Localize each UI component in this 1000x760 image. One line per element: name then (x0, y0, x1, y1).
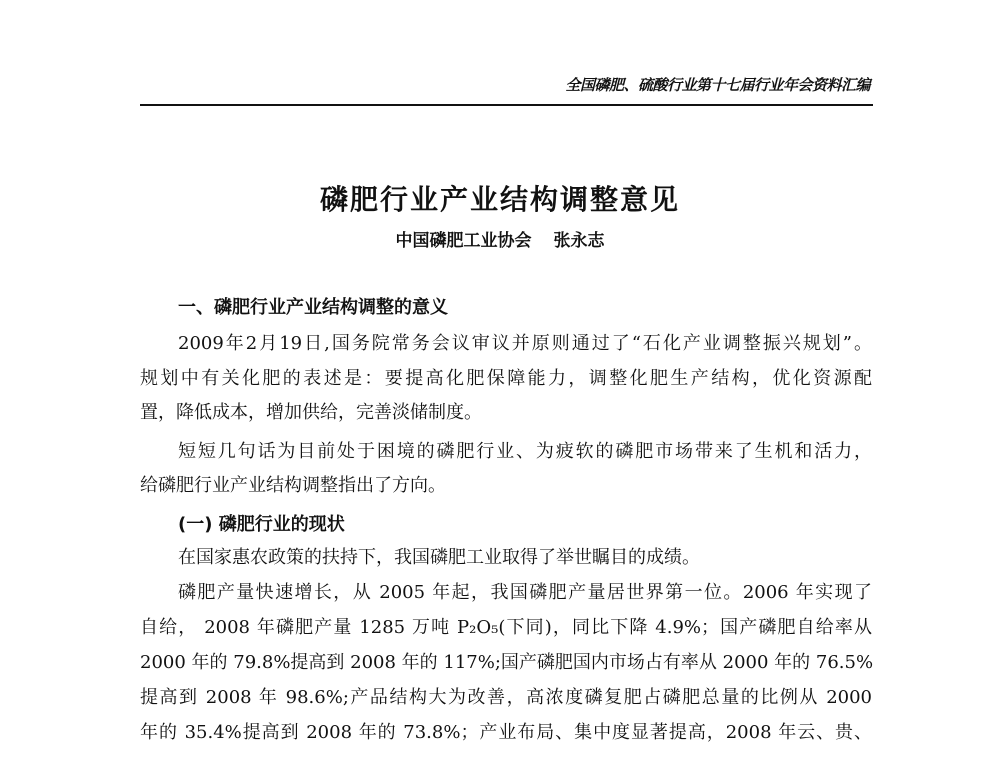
running-header: 全国磷肥、硫酸行业第十七届行业年会资料汇编 (565, 76, 870, 94)
paragraph-line: 年的 35.4%提高到 2008 年的 73.8%；产业布局、集中度显著提高，2008 年云、贵、 (140, 722, 872, 743)
article-title: 磷肥行业产业结构调整意见 (319, 183, 680, 216)
paragraph-line: 2000 年的 79.8%提高到 2008 年的 117%;国产磷肥国内市场占有率从 2000 年的 76.5% (140, 652, 874, 673)
paragraph-line: 自给， 2008 年磷肥产量 1285 万吨 P₂O₅(下同)，同比下降 4.9%；国产磷肥自给率从 (140, 617, 872, 638)
section-heading: 一、磷肥行业产业结构调整的意义 (178, 297, 448, 318)
byline (0, 226, 1000, 251)
paragraph-line: 提高到 2008 年 98.6%;产品结构大为改善，高浓度磷复肥占磷肥总量的比例从 2000 (140, 687, 872, 708)
paragraph-line: 规划中有关化肥的表述是：要提高化肥保障能力，调整化肥生产结构，优化资源配 (140, 368, 872, 389)
paragraph-line: 短短几句话为目前处于困境的磷肥行业、为疲软的磷肥市场带来了生机和活力， (178, 441, 872, 462)
author-organization: 中国磷肥工业协会 (395, 231, 532, 251)
paragraph-line: 在国家惠农政策的扶持下，我国磷肥工业取得了举世瞩目的成绩。 (178, 547, 700, 568)
paragraph-line: 2009年2月19日,国务院常务会议审议并原则通过了“石化产业调整振兴规划”。 (178, 333, 872, 354)
header-rule (140, 104, 873, 106)
subsection-heading: (一) 磷肥行业的现状 (178, 514, 345, 535)
paragraph-line: 置，降低成本，增加供给，完善淡储制度。 (140, 402, 482, 423)
author-name: 张永志 (553, 231, 605, 251)
paragraph-line: 给磷肥行业产业结构调整指出了方向。 (140, 475, 446, 496)
paragraph-line: 磷肥产量快速增长，从 2005 年起，我国磷肥产量居世界第一位。2006 年实现了 (178, 582, 872, 603)
